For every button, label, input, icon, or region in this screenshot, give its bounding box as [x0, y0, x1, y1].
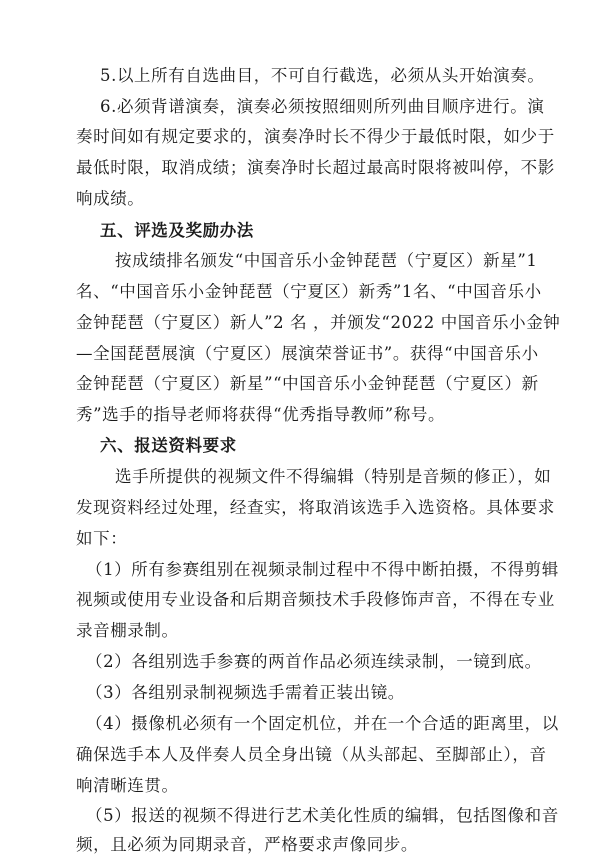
- rule-item-6-line-2: 奏时间如有规定要求的，演奏净时长不得少于最低时限，如少于: [76, 127, 555, 146]
- requirement-2: （2）各组别选手参赛的两首作品必须连续录制，一镜到底。: [86, 652, 542, 671]
- rule-item-6-line-4: 响成绩。: [76, 189, 145, 208]
- requirement-1-line-2: 视频或使用专业设备和后期音频技术手段修饰声音，不得在专业: [76, 590, 555, 609]
- section-5-paragraph-line-5: 金钟琵琶（宁夏区）新星”“中国音乐小金钟琵琶（宁夏区）新: [76, 374, 539, 393]
- section-5-paragraph-line-3: 金钟琵琶（宁夏区）新人”2 名 ，并颁发“2022 中国音乐小金钟: [76, 313, 561, 332]
- section-6-paragraph-line-3: 如下：: [76, 529, 128, 548]
- rule-item-5: 5.以上所有自选曲目，不可自行截选，必须从头开始演奏。: [100, 66, 545, 85]
- rule-item-6-line-3: 最低时限，取消成绩；演奏净时长超过最高时限将被叫停，不影: [76, 158, 555, 177]
- requirement-5-line-2: 频，且必须为同期录音，严格要求声像同步。: [76, 835, 418, 854]
- section-5-paragraph-line-4: —全国琵琶展演（宁夏区）展演荣誉证书”。获得“中国音乐小: [76, 344, 539, 363]
- requirement-4-line-1: （4）摄像机必须有一个固定机位，并在一个合适的距离里，以: [86, 714, 559, 733]
- requirement-3: （3）各组别录制视频选手需着正装出镜。: [86, 683, 405, 702]
- section-6-heading: 六、报送资料要求: [100, 436, 237, 455]
- section-6-paragraph-line-2: 发现资料经过处理，经查实，将取消该选手入选资格。具体要求: [76, 498, 555, 517]
- section-6-paragraph-line-1: 选手所提供的视频文件不得编辑（特别是音频的修正），如: [115, 467, 552, 486]
- rule-item-6-line-1: 6.必须背谱演奏，演奏必须按照细则所列曲目顺序进行。演: [100, 97, 545, 116]
- section-5-heading: 五、评选及奖励办法: [100, 221, 254, 240]
- requirement-1-line-3: 录音棚录制。: [76, 621, 179, 640]
- requirement-5-line-1: （5）报送的视频不得进行艺术美化性质的编辑，包括图像和音: [86, 806, 559, 825]
- section-5-paragraph-line-6: 秀”选手的指导老师将获得“优秀指导教师”称号。: [76, 405, 446, 424]
- requirement-4-line-3: 响清晰连贯。: [76, 776, 179, 795]
- requirement-4-line-2: 确保选手本人及伴奏人员全身出镜（从头部起、至脚部止），音: [76, 745, 547, 764]
- section-5-paragraph-line-2: 名、“中国音乐小金钟琵琶（宁夏区）新秀”1名、“中国音乐小: [76, 282, 542, 301]
- section-5-paragraph-line-1: 按成绩排名颁发“中国音乐小金钟琵琶（宁夏区）新星”1: [115, 251, 538, 270]
- requirement-1-line-1: （1）所有参赛组别在视频录制过程中不得中断拍摄，不得剪辑: [86, 560, 559, 579]
